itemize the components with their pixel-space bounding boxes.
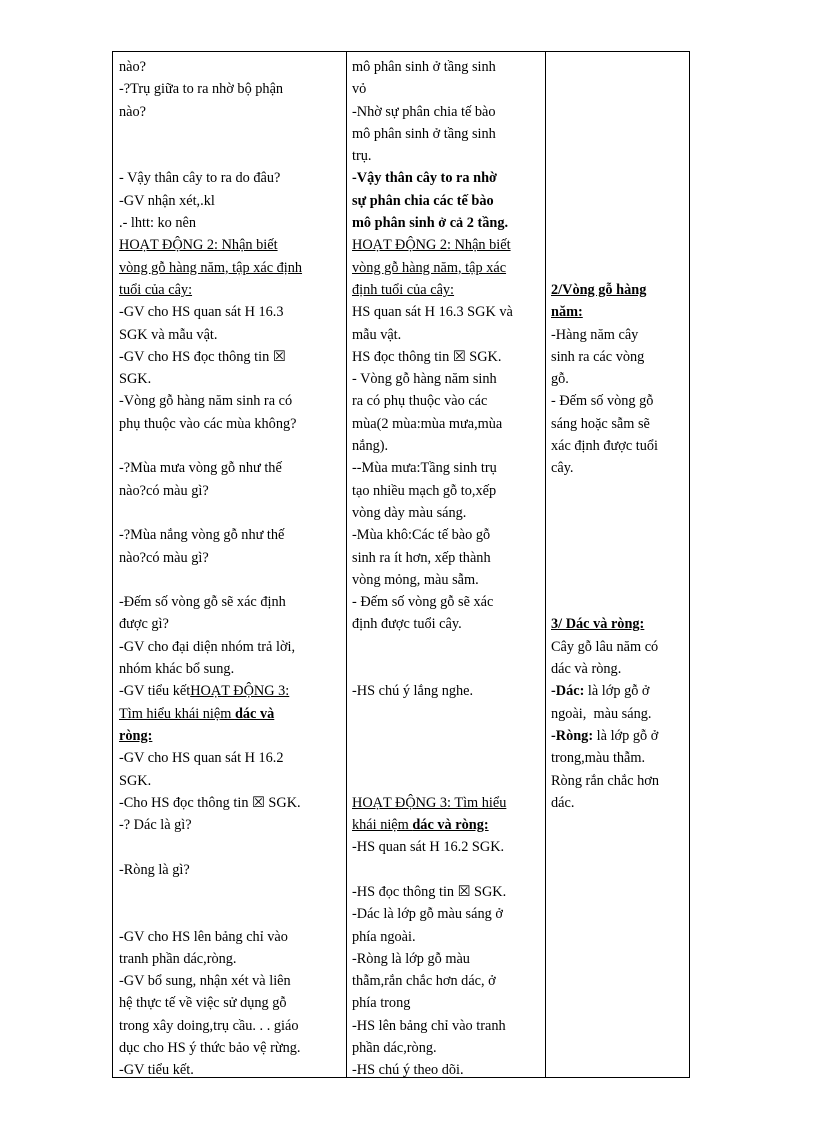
text-line [551,413,683,435]
text-segment: vòng mỏng, màu sẫm. [352,571,479,588]
text-line [119,145,345,167]
text-line [551,457,683,479]
text-segment: sinh ra các vòng [551,348,645,365]
text-segment: --Mùa mưa:Tầng sinh trụ [352,460,497,477]
text-line [352,167,542,189]
text-segment: mô phân sinh ở cả 2 tầng. [352,215,509,232]
text-segment: -GV tiểu kết. [119,1062,194,1079]
text-segment: Tìm hiểu khái niệm [119,705,235,722]
text-segment: xác định được tuổi [551,438,659,455]
text-segment: dác. [551,794,575,811]
text-line [119,502,345,524]
text-segment: vòng gỗ hàng năm, tập xác định [119,259,303,276]
text-segment: mô phân sinh ở tầng sinh [352,125,496,142]
text-segment: -Dác: [551,683,585,700]
text-line [352,78,542,100]
text-segment: mẫu vật. [352,326,402,343]
text-line [551,680,683,702]
text-line [119,547,345,569]
text-segment: -HS quan sát H 16.2 SGK. [352,839,505,856]
text-line [119,101,345,123]
text-line [119,257,345,279]
text-segment: sinh ra ít hơn, xếp thành [352,549,491,566]
text-line [352,56,542,78]
text-segment: -GV cho HS quan sát H 16.3 [119,304,284,321]
text-line [352,770,542,792]
text-line [352,814,542,836]
text-line [119,903,345,925]
text-segment: .- lhtt: ko nên [119,215,197,232]
text-line [352,948,542,970]
text-segment: ra có phụ thuộc vào các [352,393,488,410]
text-segment: - Đếm số vòng gỗ [551,393,654,410]
text-line [352,903,542,925]
text-segment: gỗ. [551,371,569,388]
text-segment: thẫm,rắn chắc hơn dác, ở [352,973,496,990]
text-line [119,234,345,256]
text-line [119,658,345,680]
text-segment: -? Dác là gì? [119,817,192,834]
text-line [352,480,542,502]
text-segment: mô phân sinh ở tầng sinh [352,59,496,75]
text-segment: vòng dày màu sáng. [352,504,467,521]
text-line [119,324,345,346]
text-segment: -Hàng năm cây [551,326,639,343]
text-line [119,747,345,769]
text-segment: tranh phần dác,ròng. [119,950,237,967]
text-segment: là lớp gỗ ở [584,683,650,700]
text-segment: - Vòng gỗ hàng năm sinh [352,371,497,388]
text-line [352,591,542,613]
text-line [551,435,683,457]
text-line [551,123,683,145]
text-line [551,747,683,769]
text-line [551,368,683,390]
column-divider [545,52,546,1077]
text-line [352,725,542,747]
text-segment: -GV cho HS đọc thông tin ☒ [119,348,286,365]
text-line [352,190,542,212]
text-line [119,636,345,658]
text-line [352,881,542,903]
teacher-activity-column [119,56,345,1082]
text-line [119,123,345,145]
text-line [551,101,683,123]
text-segment: phần dác,ròng. [352,1040,437,1057]
text-line [551,301,683,323]
text-line [119,279,345,301]
text-line [119,792,345,814]
text-line [551,324,683,346]
text-line [352,390,542,412]
text-line [551,390,683,412]
text-line [119,457,345,479]
text-segment: dác và [234,705,275,722]
text-segment: nào? [119,59,146,75]
text-segment: SGK. [119,772,152,789]
text-segment: SGK. [119,371,152,388]
text-line [551,792,683,814]
text-line [352,234,542,256]
text-line [119,301,345,323]
text-line [352,101,542,123]
text-line [119,190,345,212]
text-line [119,413,345,435]
text-line [551,56,683,78]
text-line [352,836,542,858]
text-line [352,524,542,546]
text-segment: -Vòng gỗ hàng năm sinh ra có [119,393,293,410]
text-line [551,524,683,546]
text-line [352,703,542,725]
text-segment: là lớp gỗ ở [593,727,659,744]
text-segment: - Đếm số vòng gỗ sẽ xác [352,594,494,611]
text-line [352,257,542,279]
text-line [119,613,345,635]
text-segment: -Vậy thân cây to ra nhờ [352,170,497,187]
text-segment: -HS chú ý theo dõi. [352,1062,464,1079]
text-segment: HS đọc thông tin ☒ SGK. [352,348,502,365]
text-segment: nào? [119,103,146,120]
text-segment: mùa(2 mùa:mùa mưa,mùa [352,415,503,432]
text-line [119,1015,345,1037]
text-line [352,368,542,390]
text-segment: định tuổi của cây: [352,281,455,298]
text-segment: sáng hoặc sẫm sẽ [551,415,650,432]
text-segment: Cây gỗ lâu năm có [551,638,659,655]
text-segment: -Đếm số vòng gỗ sẽ xác định [119,594,286,611]
text-segment: trong xây doing,trụ cầu. . . giáo [119,1017,299,1034]
text-line [119,814,345,836]
text-segment: -HS lên bảng chỉ vào tranh [352,1017,506,1034]
text-line [119,948,345,970]
column-divider [346,52,347,1077]
text-segment: tạo nhiều mạch gỗ to,xếp [352,482,497,499]
text-line [119,1059,345,1081]
text-segment: -Nhờ sự phân chia tế bào [352,103,496,120]
text-segment: hệ thực tế về việc sử dụng gỗ [119,995,287,1012]
text-segment: -?Mùa mưa vòng gỗ như thế [119,460,282,477]
text-segment: HOẠT ĐỘNG 3: [190,683,290,700]
text-line [352,992,542,1014]
text-line [551,547,683,569]
text-segment: nắng). [352,438,389,455]
text-line [551,569,683,591]
text-segment: -GV nhận xét,.kl [119,192,215,209]
text-segment: Ròng rắn chắc hơn [551,772,660,789]
text-segment: 2/Vòng gỗ hàng [551,281,647,298]
text-segment: được gì? [119,616,169,633]
text-line [119,725,345,747]
text-line [119,591,345,613]
text-line [119,212,345,234]
text-line [119,926,345,948]
text-segment: SGK và mẫu vật. [119,326,218,343]
text-segment: phụ thuộc vào các mùa không? [119,415,297,432]
text-line [119,167,345,189]
text-line [119,78,345,100]
text-line [551,167,683,189]
text-line [551,613,683,635]
text-segment: -GV cho HS quan sát H 16.2 [119,750,284,767]
text-segment: HOẠT ĐỘNG 3: Tìm hiểu [352,794,507,811]
text-line [119,836,345,858]
text-segment: -GV cho HS lên bảng chỉ vào [119,928,288,945]
text-line [119,346,345,368]
text-line [551,190,683,212]
text-segment: nào?có màu gì? [119,482,209,499]
text-line [352,279,542,301]
text-line [119,881,345,903]
text-segment: sự phân chia các tế bào [352,192,494,209]
text-segment: -GV tiểu kết [119,683,191,700]
text-segment: tuổi của cây: [119,281,193,298]
text-line [551,78,683,100]
text-segment: dác và ròng: [412,817,489,834]
student-activity-column [352,56,542,1082]
text-segment: -HS chú ý lắng nghe. [352,683,474,700]
text-line [352,212,542,234]
text-line [352,324,542,346]
text-segment: dục cho HS ý thức bảo vệ rừng. [119,1040,301,1057]
text-line [352,859,542,881]
text-line [119,992,345,1014]
text-line [119,703,345,725]
lesson-content-column [551,56,683,814]
text-line [119,480,345,502]
text-line [352,1059,542,1081]
text-line [352,658,542,680]
text-line [352,636,542,658]
text-line [352,569,542,591]
text-line [352,547,542,569]
text-line [352,145,542,167]
text-line [551,145,683,167]
text-line [119,970,345,992]
text-segment: dác và ròng. [551,661,622,678]
text-line [119,859,345,881]
text-segment: trong,màu thẫm. [551,750,646,767]
text-segment: -GV bổ sung, nhận xét và liên [119,973,291,990]
text-segment: định được tuổi cây. [352,616,462,633]
text-line [551,703,683,725]
text-line [352,1015,542,1037]
lesson-table [112,51,690,1078]
text-line [551,234,683,256]
text-segment: -?Trụ giữa to ra nhờ bộ phận [119,81,284,98]
text-segment: vòng gỗ hàng năm, tập xác [352,259,507,276]
text-segment: -GV cho đại diện nhóm trả lời, [119,638,296,655]
text-line [352,435,542,457]
text-line [551,279,683,301]
text-line [551,212,683,234]
text-line [551,257,683,279]
text-line [119,56,345,78]
text-segment: HOẠT ĐỘNG 2: Nhận biết [352,237,511,254]
text-line [352,413,542,435]
text-segment: HS quan sát H 16.3 SGK và [352,304,513,321]
text-line [352,457,542,479]
text-line [119,770,345,792]
text-segment: nào?có màu gì? [119,549,209,566]
text-line [119,524,345,546]
text-line [119,569,345,591]
text-segment: - Vậy thân cây to ra do đâu? [119,170,281,187]
text-segment: HOẠT ĐỘNG 2: Nhận biết [119,237,278,254]
text-segment: ngoài, màu sáng. [551,705,652,722]
text-segment: -Ròng là lớp gỗ màu [352,950,470,967]
text-segment: -Ròng: [551,727,594,744]
text-segment: -Mùa khô:Các tế bào gỗ [352,527,491,544]
text-line [352,970,542,992]
text-segment: khái niệm [352,817,413,834]
text-line [352,346,542,368]
text-segment: nhóm khác bổ sung. [119,661,235,678]
text-segment: ròng: [119,727,153,744]
text-segment: -Dác là lớp gỗ màu sáng ở [352,906,503,923]
text-segment: -Cho HS đọc thông tin ☒ SGK. [119,794,301,811]
text-segment: -?Mùa nắng vòng gỗ như thế [119,527,285,544]
text-line [551,770,683,792]
text-line [119,368,345,390]
text-line [352,301,542,323]
text-line [551,636,683,658]
text-line [352,613,542,635]
text-segment: -HS đọc thông tin ☒ SGK. [352,883,507,900]
text-line [551,658,683,680]
text-segment: -Ròng là gì? [119,861,190,878]
text-line [551,480,683,502]
text-segment: cây. [551,460,574,477]
text-line [551,502,683,524]
text-line [551,346,683,368]
text-line [119,680,345,702]
text-line [352,792,542,814]
text-line [119,435,345,457]
text-segment: phía trong [352,995,411,1012]
text-line [352,926,542,948]
text-line [551,591,683,613]
text-line [119,1037,345,1059]
text-segment: phía ngoài. [352,928,416,945]
text-line [119,390,345,412]
text-segment: vỏ [352,81,367,98]
text-line [352,123,542,145]
text-segment: năm: [551,304,583,321]
text-segment: trụ. [352,148,372,165]
text-line [352,680,542,702]
text-segment: 3/ Dác và ròng: [551,616,645,633]
text-line [352,747,542,769]
text-line [551,725,683,747]
text-line [352,502,542,524]
text-line [352,1037,542,1059]
